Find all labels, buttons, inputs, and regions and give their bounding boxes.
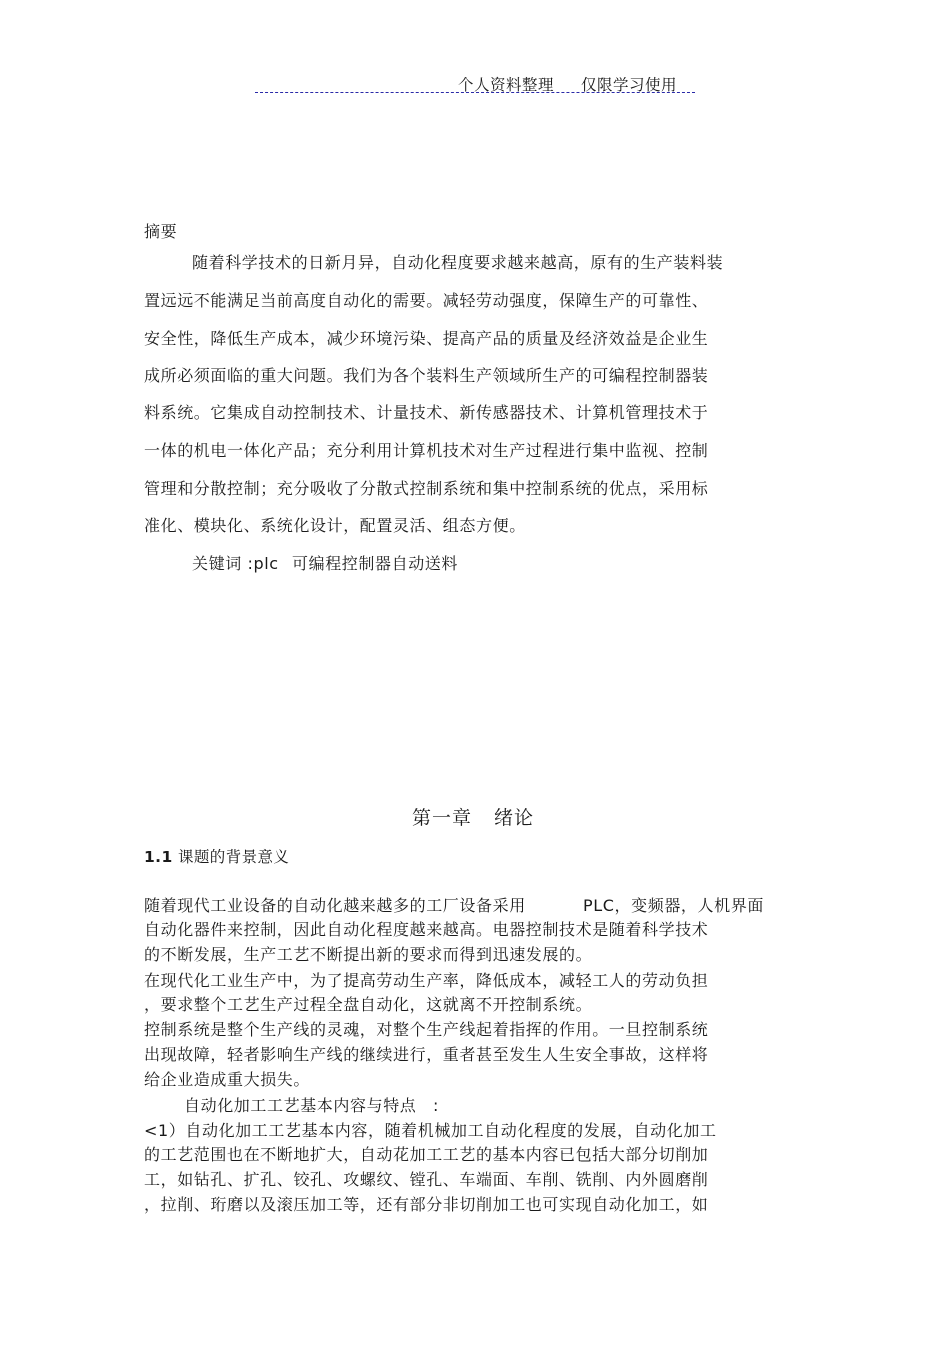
header-text-right: 仅限学习使用 <box>581 76 678 94</box>
body-line: 随着现代工业设备的自动化越来越多的工厂设备采用 <box>144 896 526 915</box>
abstract-line: 随着科学技术的日新月异，自动化程度要求越来越高，原有的生产装料装 <box>192 253 724 272</box>
body-line: 在现代化工业生产中，为了提高劳动生产率，降低成本，减轻工人的劳动负担 <box>144 971 709 990</box>
chapter-title-number: 第一章 <box>412 807 473 829</box>
feature-line: 的工艺范围也在不断地扩大，自动花加工工艺的基本内容已包括大部分切削加 <box>144 1145 709 1164</box>
body-line: 给企业造成重大损失。 <box>144 1070 311 1089</box>
section-heading <box>144 845 289 867</box>
header-text-left: 个人资料整理 <box>458 76 555 94</box>
feature-line: ，拉削、珩磨以及滚压加工等，还有部分非切削加工也可实现自动化加工，如 <box>144 1195 709 1214</box>
abstract-line: 一体的机电一体化产品；充分利用计算机技术对生产过程进行集中监视、控制 <box>144 441 709 460</box>
body-line: ，要求整个工艺生产过程全盘自动化，这就离不开控制系统。 <box>144 995 593 1014</box>
keywords-value: 可编程控制器自动送料 <box>292 554 459 573</box>
header-dashed-rule <box>255 92 695 93</box>
feature-heading: 自动化加工工艺基本内容与特点 : <box>184 1096 439 1115</box>
body-line: 控制系统是整个生产线的灵魂，对整个生产线起着指挥的作用。一旦控制系统 <box>144 1020 709 1039</box>
body-line-tail: PLC，变频器，人机界面 <box>583 896 764 915</box>
abstract-line: 成所必须面临的重大问题。我们为各个装料生产领域所生产的可编程控制器装 <box>144 366 709 385</box>
abstract-title: 摘要 <box>144 222 178 241</box>
section-title: 课题的背景意义 <box>178 848 290 866</box>
abstract-line: 料系统。它集成自动控制技术、计量技术、新传感器技术、计算机管理技术于 <box>144 403 709 422</box>
section-number: 1.1 <box>144 848 173 866</box>
feature-line: 工，如钻孔、扩孔、铰孔、攻螺纹、镗孔、车端面、车削、铣削、内外圆磨削 <box>144 1170 709 1189</box>
chapter-title-name: 绪论 <box>494 807 535 829</box>
feature-line: <1）自动化加工工艺基本内容，随着机械加工自动化程度的发展，自动化加工 <box>144 1121 717 1140</box>
keywords-label: 关键词 :plc <box>192 554 279 573</box>
abstract-line: 安全性，降低生产成本，减少环境污染、提高产品的质量及经济效益是企业生 <box>144 329 709 348</box>
abstract-line: 管理和分散控制；充分吸收了分散式控制系统和集中控制系统的优点，采用标 <box>144 479 709 498</box>
body-line: 的不断发展，生产工艺不断提出新的要求而得到迅速发展的。 <box>144 945 593 964</box>
body-line: 出现故障，轻者影响生产线的继续进行，重者甚至发生人生安全事故，这样将 <box>144 1045 709 1064</box>
body-line: 自动化器件来控制，因此自动化程度越来越高。电器控制技术是随着科学技术 <box>144 920 709 939</box>
abstract-line: 置远远不能满足当前高度自动化的需要。减轻劳动强度，保障生产的可靠性、 <box>144 291 709 310</box>
abstract-line: 准化、模块化、系统化设计，配置灵活、组态方便。 <box>144 516 526 535</box>
